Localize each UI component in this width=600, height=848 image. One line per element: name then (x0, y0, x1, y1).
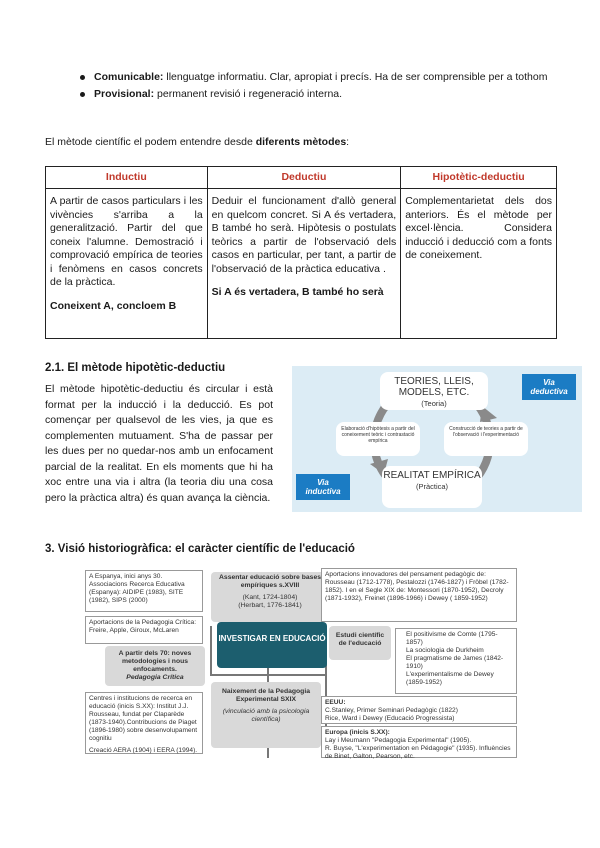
box-line: Lay i Meumann "Pedagogia Experimental" (1905). (325, 737, 472, 744)
box-line: C.Stanley, Primer Seminari Pedagògic (1822) (325, 707, 458, 714)
box-title: Assentar educació sobre bases empíriques s.XVIII (219, 574, 321, 589)
theory-node (380, 372, 488, 410)
header-hipotetic: Hipotètic-deductiu (401, 167, 557, 189)
section-heading: 2.1. El mètode hipotètic-deductiu (45, 362, 226, 374)
europe-box (321, 726, 517, 758)
box-title: EEUU: (325, 699, 346, 706)
hypothesis-note: Elaboració d'hipòtesis a partir del coneixement teòric i contrastació empírica (336, 422, 420, 456)
box-line: (Kant, 1724-1804) (242, 594, 298, 601)
intro-bold: diferents mètodes (255, 136, 347, 148)
cell-text: A partir de casos particulars i les vivències s'arriba a la generalització. Partir del que coneix l'alumne. Demostració i comprovació empírica de teories i fenòmens en casos concrets de la pràctica. (50, 195, 203, 288)
centres-box (85, 692, 203, 754)
term-label: Provisional: (94, 88, 155, 100)
box-title: Naixement de la Pedagogia Experimental SXIX (221, 688, 310, 703)
scientific-study-box: Estudi científic de l'educació (329, 626, 391, 660)
term-text: permanent revisió i regeneració interna. (154, 88, 343, 100)
box-title: A partir dels 70: noves metodologies i nous enfocaments. (118, 650, 192, 673)
box-text: Centres i institucions de recerca en educació (inicis S.XX): Institut J.J. Rousseau, fundat per Claparède (1873-1940).Contribucions de Piaget (1896-1980) sobre desenvolupament cognitiu (89, 695, 198, 742)
concept-map (85, 566, 517, 758)
bullet-icon (80, 92, 85, 97)
critical-box: Aportacions de la Pedagogia Crítica: Freire, Apple, Giroux, McLaren (85, 616, 203, 644)
box-sub: Pedagogia Crítica (126, 674, 184, 681)
cell-inductiu (46, 189, 208, 339)
box-line: Rice, Ward i Dewey (Educació Progressista) (325, 715, 455, 722)
header-inductiu: Inductiu (46, 167, 208, 189)
cell-deductiu (207, 189, 401, 339)
list-item: El pragmatisme de James (1842-1910) (406, 655, 504, 670)
usa-box (321, 696, 517, 724)
list-item: El positivisme de Comte (1795-1857) (406, 631, 498, 646)
theory-note: Construcció de teories a partir de l'observació i l'experimentació (444, 422, 528, 456)
section-paragraph: El mètode hipotètic-deductiu és circular i està format per la inducció i la deducció. Es pot començar per qualsevol de les vies, ja que es complementen mutuament. S'ha de passar per les dues per no quedar-nos amb un enfocament parcial de la realitat. En els moments que hi ha xoc entre una via i altra (la teoria diu una cosa pero la pràctica altra) és quan avança la ciència. (45, 383, 273, 504)
node-sub: (Pràctica) (415, 482, 449, 491)
seventies-box (105, 646, 205, 686)
reality-node (382, 466, 482, 508)
intro-text: El mètode científic el podem entendre desde (45, 136, 256, 148)
cell-strong: Si A és vertadera, B també ho serà (211, 286, 384, 298)
list-item: La sociologia de Durkheim (406, 647, 484, 654)
deductive-tag: Via deductiva (522, 374, 576, 400)
cell-text: Complementarietat dels dos anteriors. És el mètode per excel·lència. Considera inducció i deducció com a fonts de coneixement. (405, 195, 552, 261)
innovation-box: Aportacions innovadores del pensament pedagògic de: Rousseau (1712-1778), Pestalozzi (1746-1827) i Fröbel (1782-1852). I en el Segle XIX de: Montessori (1870-1952), Decroly (1871-1932), Freinet (1896-1966) i Dewey ( 1859-1952) (321, 568, 517, 622)
header-deductiu: Deductiu (207, 167, 401, 189)
node-title: REALITAT EMPÍRICA (383, 470, 481, 481)
list-item (80, 87, 550, 102)
box-sub: (vinculació amb la psicologia científica) (222, 708, 310, 723)
list-item: L'experimentalisme de Dewey (1859-1952) (406, 671, 494, 686)
cell-hipotetic (401, 189, 557, 339)
intro-paragraph (45, 136, 349, 148)
inductive-tag: Via inductiva (296, 474, 350, 500)
list-item (80, 70, 550, 85)
box-text: Creació AERA (1904) i EERA (1994). (89, 747, 198, 754)
cell-text: Deduir el funcionament d'allò general en quelcom concret. Si A és vertadera, B també ho serà. Hipòtesis o postulats teòrics a partir de l'observació dels casos en particular, per tant, a partir de l'observació de la pràctica educativa . (211, 195, 397, 275)
spain-box: A Espanya, inici anys 30. Associacions Recerca Educativa (Espanya): AIDIPE (1983), SITE (1982), SIPS (2000) (85, 570, 203, 612)
term-label: Comunicable: (94, 71, 164, 83)
box-line: R. Buyse, "L'experimentation en Pédagogie" (1935). Influències de Binet, Galton, Pearson, etc. (325, 745, 511, 760)
term-text: llenguatge informatiu. Clar, apropiat i precís. Ha de ser comprensible per a tothom (163, 71, 548, 83)
properties-list (80, 70, 550, 104)
positivism-box (395, 628, 517, 694)
bullet-icon (80, 75, 85, 80)
experimental-box (211, 682, 321, 748)
intro-end: : (346, 136, 350, 148)
methods-table (45, 166, 557, 339)
node-sub: (Teoria) (421, 399, 447, 408)
cell-strong: Coneixent A, concloem B (50, 299, 177, 312)
empirical-box (211, 572, 329, 622)
section-heading: 3. Visió historiogràfica: el caràcter científic de l'educació (45, 543, 355, 555)
node-title: TEORIES, LLEIS, MODELS, ETC. (394, 376, 474, 398)
center-node: INVESTIGAR EN EDUCACIÓ (217, 622, 327, 668)
box-line: (Herbart, 1776-1841) (238, 602, 302, 609)
cycle-diagram (292, 366, 582, 512)
box-title: Europa (inicis S.XX): (325, 729, 390, 736)
connector (210, 626, 212, 674)
